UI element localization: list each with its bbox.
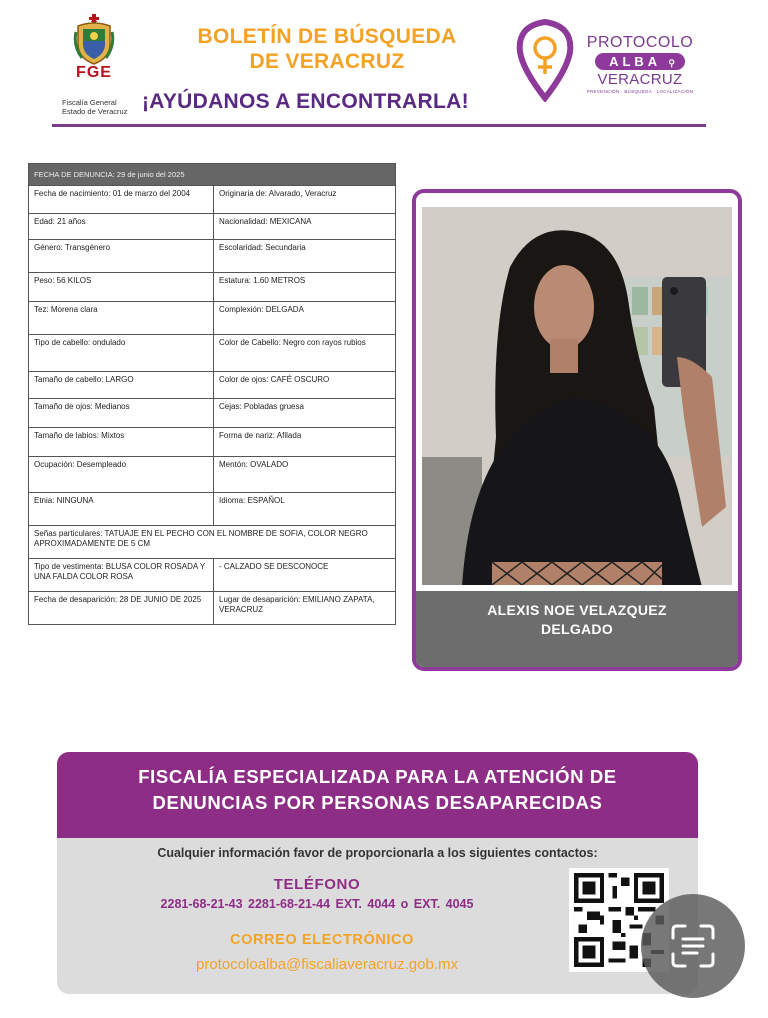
email-address[interactable]: protocoloalba@fiscaliaveracruz.gob.mx bbox=[195, 956, 459, 973]
table-row bbox=[29, 273, 396, 302]
bulletin-title-line-1: BOLETÍN DE BÚSQUEDA bbox=[197, 25, 457, 48]
alba-line-2 bbox=[595, 53, 685, 70]
table-row bbox=[29, 186, 396, 214]
table-row bbox=[29, 493, 396, 526]
agency-banner-line-2: DENUNCIAS POR PERSONAS DESAPARECIDAS bbox=[152, 792, 603, 813]
table-cell-right: Estatura: 1.60 METROS bbox=[214, 273, 396, 302]
table-cell-right: Mentón: OVALADO bbox=[214, 457, 396, 493]
missing-person-card bbox=[412, 189, 742, 671]
table-cell-left: Tamaño de labios: Mixtos bbox=[29, 428, 214, 457]
table-row bbox=[29, 335, 396, 372]
table-cell-left: Ocupación: Desempleado bbox=[29, 457, 214, 493]
table-row bbox=[29, 302, 396, 335]
person-name-line-1: ALEXIS NOE VELAZQUEZ bbox=[487, 602, 667, 618]
clothing-right: - CALZADO SE DESCONOCE bbox=[214, 559, 396, 592]
agency-sub-line-2: Estado de Veracruz bbox=[62, 107, 128, 116]
alba-tagline: PREVENCIÓN · BÚSQUEDA · LOCALIZACIÓN bbox=[586, 89, 694, 94]
scan-text-icon bbox=[641, 894, 745, 998]
phone-label: TELÉFONO bbox=[273, 876, 361, 893]
agency-banner bbox=[57, 752, 698, 838]
bulletin-title-line-2: DE VERACRUZ bbox=[249, 50, 405, 73]
table-cell-left: Peso: 56 KILOS bbox=[29, 273, 214, 302]
person-photo bbox=[422, 207, 732, 585]
magnifier-icon: ⚲ bbox=[668, 58, 675, 68]
table-cell-left: Tipo de cabello: ondulado bbox=[29, 335, 214, 372]
contact-panel bbox=[57, 752, 698, 994]
table-row bbox=[29, 214, 396, 240]
alba-line-1: PROTOCOLO bbox=[586, 34, 694, 51]
agency-sub-line-1: Fiscalía General bbox=[62, 98, 117, 107]
table-cell-left: Género: Transgénero bbox=[29, 240, 214, 273]
table-row bbox=[29, 372, 396, 399]
distinguishing-marks: Señas particulares: TATUAJE EN EL PECHO CON EL NOMBRE DE SOFIA, COLOR NEGRO APROXIMADAMENTE DE 5 CM bbox=[29, 526, 396, 559]
alba-word: ALBA bbox=[609, 54, 661, 69]
clothing-left: Tipo de vestimenta: BLUSA COLOR ROSADA Y UNA FALDA COLOR ROSA bbox=[29, 559, 214, 592]
table-cell-right: Escolaridad: Secundaria bbox=[214, 240, 396, 273]
agency-short-name: FGE bbox=[76, 64, 112, 81]
report-date: FECHA DE DENUNCIA: 29 de junio del 2025 bbox=[29, 164, 396, 186]
disappearance-place: Lugar de desaparición: EMILIANO ZAPATA, VERACRUZ bbox=[214, 592, 396, 625]
person-details-table bbox=[28, 163, 396, 625]
location-pin-female-icon bbox=[515, 18, 575, 102]
person-name-line-2: DELGADO bbox=[540, 621, 614, 637]
table-cell-left: Fecha de nacimiento: 01 de marzo del 2004 bbox=[29, 186, 214, 214]
phone-numbers[interactable]: 2281-68-21-43 2281-68-21-44 EXT. 4044 o EXT. 4045 bbox=[160, 897, 474, 911]
header-divider bbox=[52, 124, 706, 127]
table-cell-right: Cejas: Pobladas gruesa bbox=[214, 399, 396, 428]
table-cell-left: Tamaño de ojos: Medianos bbox=[29, 399, 214, 428]
disappearance-date: Fecha de desaparición: 28 DE JUNIO DE 2025 bbox=[29, 592, 214, 625]
table-cell-left: Tamaño de cabello: LARGO bbox=[29, 372, 214, 399]
table-row bbox=[29, 592, 396, 625]
table-cell-right: Color de ojos: CAFÉ OSCURO bbox=[214, 372, 396, 399]
person-name bbox=[416, 591, 738, 667]
table-cell-right: Color de Cabello: Negro con rayos rubios bbox=[214, 335, 396, 372]
contacts-intro: Cualquier información favor de proporcionarla a los siguientes contactos: bbox=[157, 846, 598, 860]
fge-logo bbox=[62, 14, 128, 116]
alba-line-3: VERACRUZ bbox=[597, 71, 683, 88]
table-row bbox=[29, 399, 396, 428]
table-cell-left: Edad: 21 años bbox=[29, 214, 214, 240]
table-row bbox=[29, 428, 396, 457]
email-label: CORREO ELECTRÓNICO bbox=[230, 932, 414, 948]
table-row bbox=[29, 240, 396, 273]
table-cell-right: Originaria de: Alvarado, Veracruz bbox=[214, 186, 396, 214]
help-find-her-heading: ¡AYÚDANOS A ENCONTRARLA! bbox=[142, 90, 469, 113]
scan-text-button[interactable] bbox=[641, 894, 745, 998]
protocolo-alba-logo bbox=[580, 34, 700, 94]
bulletin-title bbox=[170, 24, 484, 74]
table-cell-left: Etnia: NINGUNA bbox=[29, 493, 214, 526]
table-cell-right: Idioma: ESPAÑOL bbox=[214, 493, 396, 526]
table-cell-right: Nacionalidad: MEXICANA bbox=[214, 214, 396, 240]
table-row bbox=[29, 526, 396, 559]
table-row bbox=[29, 457, 396, 493]
table-cell-left: Tez: Morena clara bbox=[29, 302, 214, 335]
table-header-row bbox=[29, 164, 396, 186]
table-cell-right: Complexión: DELGADA bbox=[214, 302, 396, 335]
coat-of-arms-icon bbox=[72, 14, 116, 66]
table-row bbox=[29, 559, 396, 592]
agency-banner-line-1: FISCALÍA ESPECIALIZADA PARA LA ATENCIÓN DE bbox=[138, 766, 617, 787]
agency-full-name bbox=[62, 98, 136, 116]
table-cell-right: Forma de nariz: Afilada bbox=[214, 428, 396, 457]
